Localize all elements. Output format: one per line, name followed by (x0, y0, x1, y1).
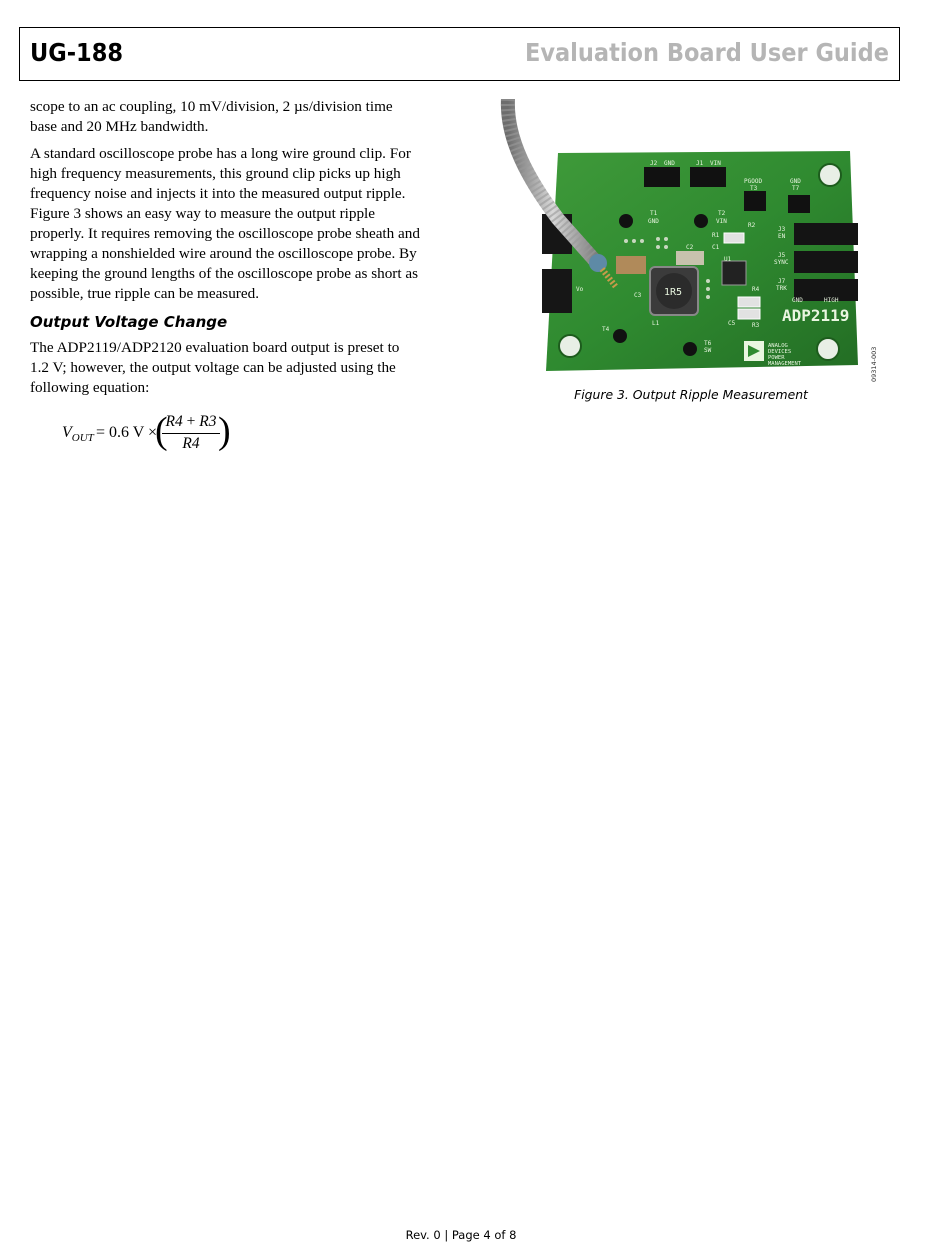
equation-numerator: R4 + R3 (162, 412, 220, 434)
pcb-silkscreen-label: T2 (718, 210, 726, 217)
paragraph-probe-ground: A standard oscilloscope probe has a long wire ground clip. For high frequency measurements, this ground clip picks up high frequency noise and injects it into the measured output ripple. Figure 3 shows an easy way to measure the output ripple properly. It requires removing the oscilloscope probe sheath and wrapping a nonshielded wire around the oscilloscope probe. By keeping the ground lengths of the oscilloscope probe as short as possible, true ripple can be measured. (30, 145, 420, 302)
pcb-silkscreen-label: J3 (778, 226, 786, 233)
pcb-silkscreen-label: T1 (650, 210, 658, 217)
pcb-silkscreen-label: T7 (792, 185, 800, 192)
left-column (30, 97, 422, 458)
document-id: UG-188 (30, 38, 124, 67)
pcb-silkscreen-label: HIGH (824, 297, 839, 304)
pcb-silkscreen-label: POWER (768, 355, 785, 361)
pcb-silkscreen-label: C5 (728, 320, 736, 327)
equation-fraction (162, 412, 220, 454)
pcb-silkscreen-label: T3 (750, 185, 758, 192)
pcb-silkscreen-label: PGOOD (744, 178, 763, 185)
pcb-silkscreen-label: MANAGEMENT (768, 361, 802, 367)
pcb-silkscreen-label: R2 (748, 222, 756, 229)
pcb-silkscreen-label: GND (790, 178, 801, 185)
pcb-silkscreen-label: C3 (634, 292, 642, 299)
board-part-label: ADP2119 (782, 306, 850, 325)
section-heading: Output Voltage Change (30, 313, 228, 331)
pcb-silkscreen-label: T4 (602, 326, 610, 333)
pcb-silkscreen-label: GND (792, 297, 803, 304)
equation-denominator: R4 (182, 435, 200, 452)
right-paren: ) (218, 410, 231, 452)
pcb-silkscreen-label: R1 (712, 232, 720, 239)
pcb-silkscreen-label: C1 (712, 244, 720, 251)
page-footer: Rev. 0 | Page 4 of 8 (405, 1228, 517, 1242)
pcb-silkscreen-label: L1 (652, 320, 660, 327)
figure-id: 09314-003 (870, 346, 878, 382)
pcb-silkscreen-label: 1R5 (664, 287, 683, 298)
pcb-silkscreen-label: SW (704, 347, 712, 354)
equation-constant: = 0.6 V × (96, 424, 158, 441)
equation-lhs: $V_{OUT}$ (62, 424, 94, 445)
pcb-silkscreen-label: U1 (724, 256, 732, 263)
pcb-silkscreen-label: VIN (710, 160, 721, 167)
pcb-illustration (498, 99, 870, 383)
pcb-silkscreen-label: R4 (752, 286, 760, 293)
pcb-silkscreen-label: EN (778, 233, 786, 240)
pcb-silkscreen-label: Vo (576, 286, 584, 293)
pcb-silkscreen-label: GND (664, 160, 675, 167)
pcb-silkscreen-label: T6 (704, 340, 712, 347)
paragraph-scope-settings: scope to an ac coupling, 10 mV/division, 2 µs/division time base and 20 MHz bandwidth. (30, 98, 393, 135)
figure-caption: Figure 3. Output Ripple Measurement (574, 387, 808, 402)
pcb-silkscreen-label: C2 (686, 244, 694, 251)
pcb-silkscreen-label: J7 (778, 278, 786, 285)
pcb-silkscreen-label: VIN (716, 218, 727, 225)
left-paren: ( (155, 410, 168, 452)
evaluation-board-photo (498, 99, 870, 383)
paragraph-output-voltage: The ADP2119/ADP2120 evaluation board output is preset to 1.2 V; however, the output voltage can be adjusted using the following equation: (30, 339, 400, 396)
document-title: Evaluation Board User Guide (524, 38, 889, 67)
pcb-silkscreen-label: J5 (778, 252, 786, 259)
vout-equation (62, 412, 422, 458)
pcb-silkscreen-label: R3 (752, 322, 760, 329)
pcb-silkscreen-label: SYNC (774, 259, 789, 266)
pcb-silkscreen-label: TRK (776, 285, 787, 292)
pcb-silkscreen-label: J2 (650, 160, 658, 167)
pcb-silkscreen-label: ANALOG (768, 343, 788, 349)
pcb-silkscreen-label: GND (648, 218, 659, 225)
pcb-silkscreen-label: DEVICES (768, 349, 792, 355)
page-header (19, 27, 900, 81)
pcb-silkscreen-label: J1 (696, 160, 704, 167)
